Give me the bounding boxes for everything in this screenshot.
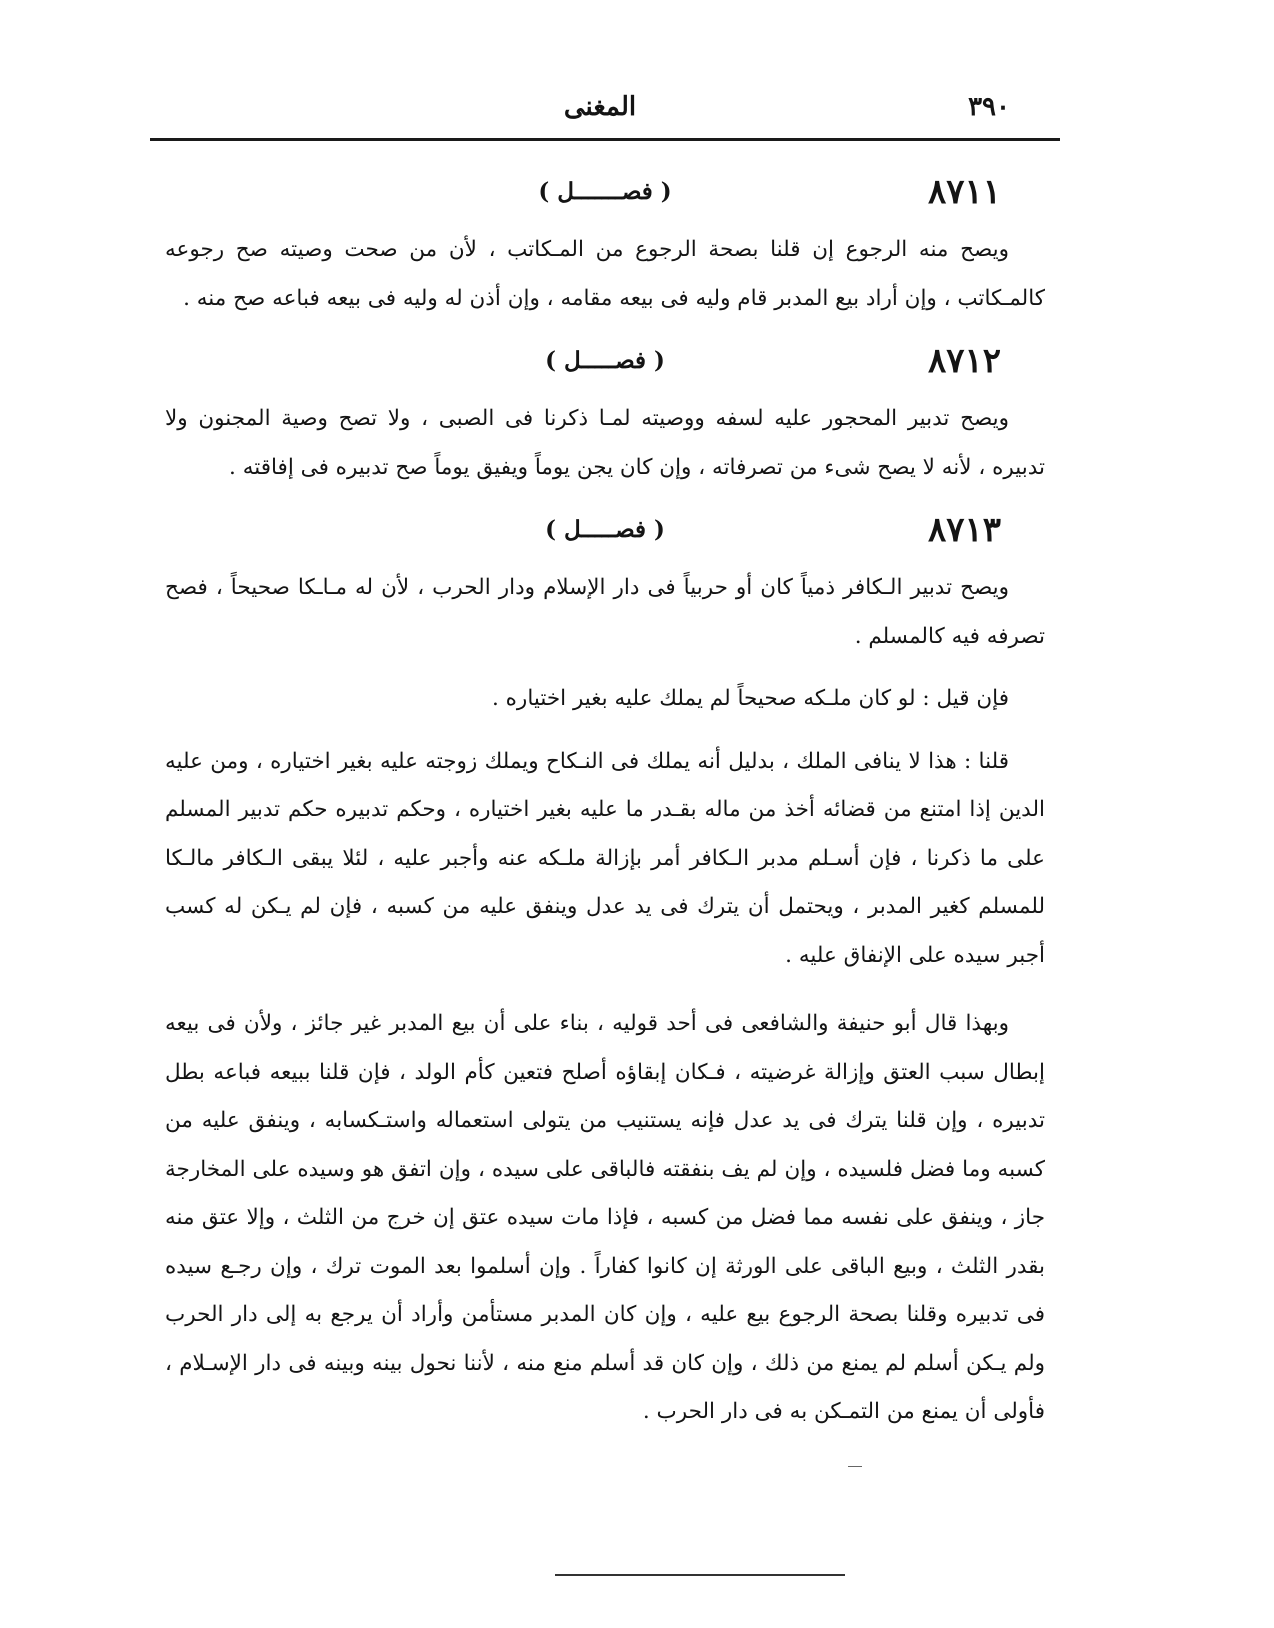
paragraph: ويصح تدبير الـكافر ذمياً كان أو حربياً فى دار الإسلام ودار الحرب ، لأن له مـاـكا صحيحاً ، فصح تصرفه فيه كالمسلم .: [165, 575, 1045, 649]
page-header: [150, 92, 1050, 132]
paragraph: ويصح منه الرجوع إن قلنا بصحة الرجوع من المـكاتب ، لأن من صحت وصيته صح رجوعه كالمـكاتب ، وإن أراد بيع المدبر قام وليه فى بيعه مقامه ، وإن أذن له وليه فى بيعه فباعه صح منه .: [165, 237, 1045, 311]
section-number: ٨٧١٣: [927, 510, 1001, 550]
print-mark: [848, 1466, 862, 1467]
section-8713: [165, 506, 1045, 1437]
section-number: ٨٧١٢: [927, 341, 1001, 381]
section-title: ( فصـــــل ): [545, 516, 665, 543]
section-heading: [165, 168, 1045, 226]
section-heading: [165, 337, 1045, 395]
footer-divider: [555, 1574, 845, 1576]
section-title: ( فصـــــــل ): [538, 178, 672, 205]
section-title: ( فصـــــل ): [545, 347, 665, 374]
section-8712: [165, 337, 1045, 492]
header-divider: [150, 138, 1060, 141]
paragraph: ويصح تدبير المحجور عليه لسفه ووصيته لمـا ذكرنا فى الصبى ، ولا تصح وصية المجنون ولا تدبيره ، لأنه لا يصح شىء من تصرفاته ، وإن كان يجن يوماً ويفيق يوماً صح تدبيره فى إفاقته .: [165, 406, 1045, 480]
page-number: ٣٩٠: [968, 92, 1010, 122]
paragraph: قلنا : هذا لا ينافى الملك ، بدليل أنه يملك فى النـكاح ويملك زوجته عليه بغير اختياره ، ومن عليه الدين إذا امتنع من قضائه أخذ من ماله بقـدر ما عليه بغير اختياره ، وحكم تدبيره حكم تدبير المسلم على ما ذكرنا ، فإن أسـلم مدبر الـكافر أمر بإزالة ملـكه عنه وأجبر عليه ، لئلا يبقى الـكافر مالـكا للمسلم كغير المدبر ، ويحتمل أن يترك فى يد عدل وينفق عليه من كسبه ، فإن لم يـكن له كسب أجبر سيده على الإنفاق عليه .: [165, 748, 1045, 968]
paragraph: وبهذا قال أبو حنيفة والشافعى فى أحد قوليه ، بناء على أن بيع المدبر غير جائز ، ولأن فى بيعه إبطال سبب العتق وإزالة غرضيته ، فـكان إبقاؤه أصلح فتعين كأم الولد ، فإن قلنا ببيعه فباعه بطل تدبيره ، وإن قلنا يترك فى يد عدل فإنه يستنيب من يتولى استعماله واستـكسابه ، وينفق عليه من كسبه وما فضل فلسيده ، وإن لم يف بنفقته فالباقى على سيده ، وإن اتفق هو وسيده على المخارجة جاز ، وينفق على نفسه مما فضل من كسبه ، فإذا مات سيده عتق إن خرج من الثلث ، وإلا عتق منه بقدر الثلث ، وبيع الباقى على الورثة إن كانوا كفاراً . وإن أسلموا بعد الموت ترك ، وإن رجـع سيده فى تدبيره وقلنا بصحة الرجوع بيع عليه ، وإن كان المدبر مستأمن وأراد أن يرجع به إلى دار الحرب ولم يـكن أسلم لم يمنع من ذلك ، وإن كان قد أسلم منع منه ، لأننا نحول بينه وبينه فى دار الإسـلام ، فأولى أن يمنع من التمـكن به فى دار الحرب .: [165, 1011, 1045, 1424]
section-number: ٨٧١١: [927, 172, 1001, 212]
paragraph: فإن قيل : لو كان ملـكه صحيحاً لم يملك عليه بغير اختياره .: [492, 686, 1009, 711]
section-heading: [165, 506, 1045, 564]
book-title: المغنى: [563, 92, 637, 122]
page-body: [165, 168, 1045, 1451]
section-8711: [165, 168, 1045, 323]
